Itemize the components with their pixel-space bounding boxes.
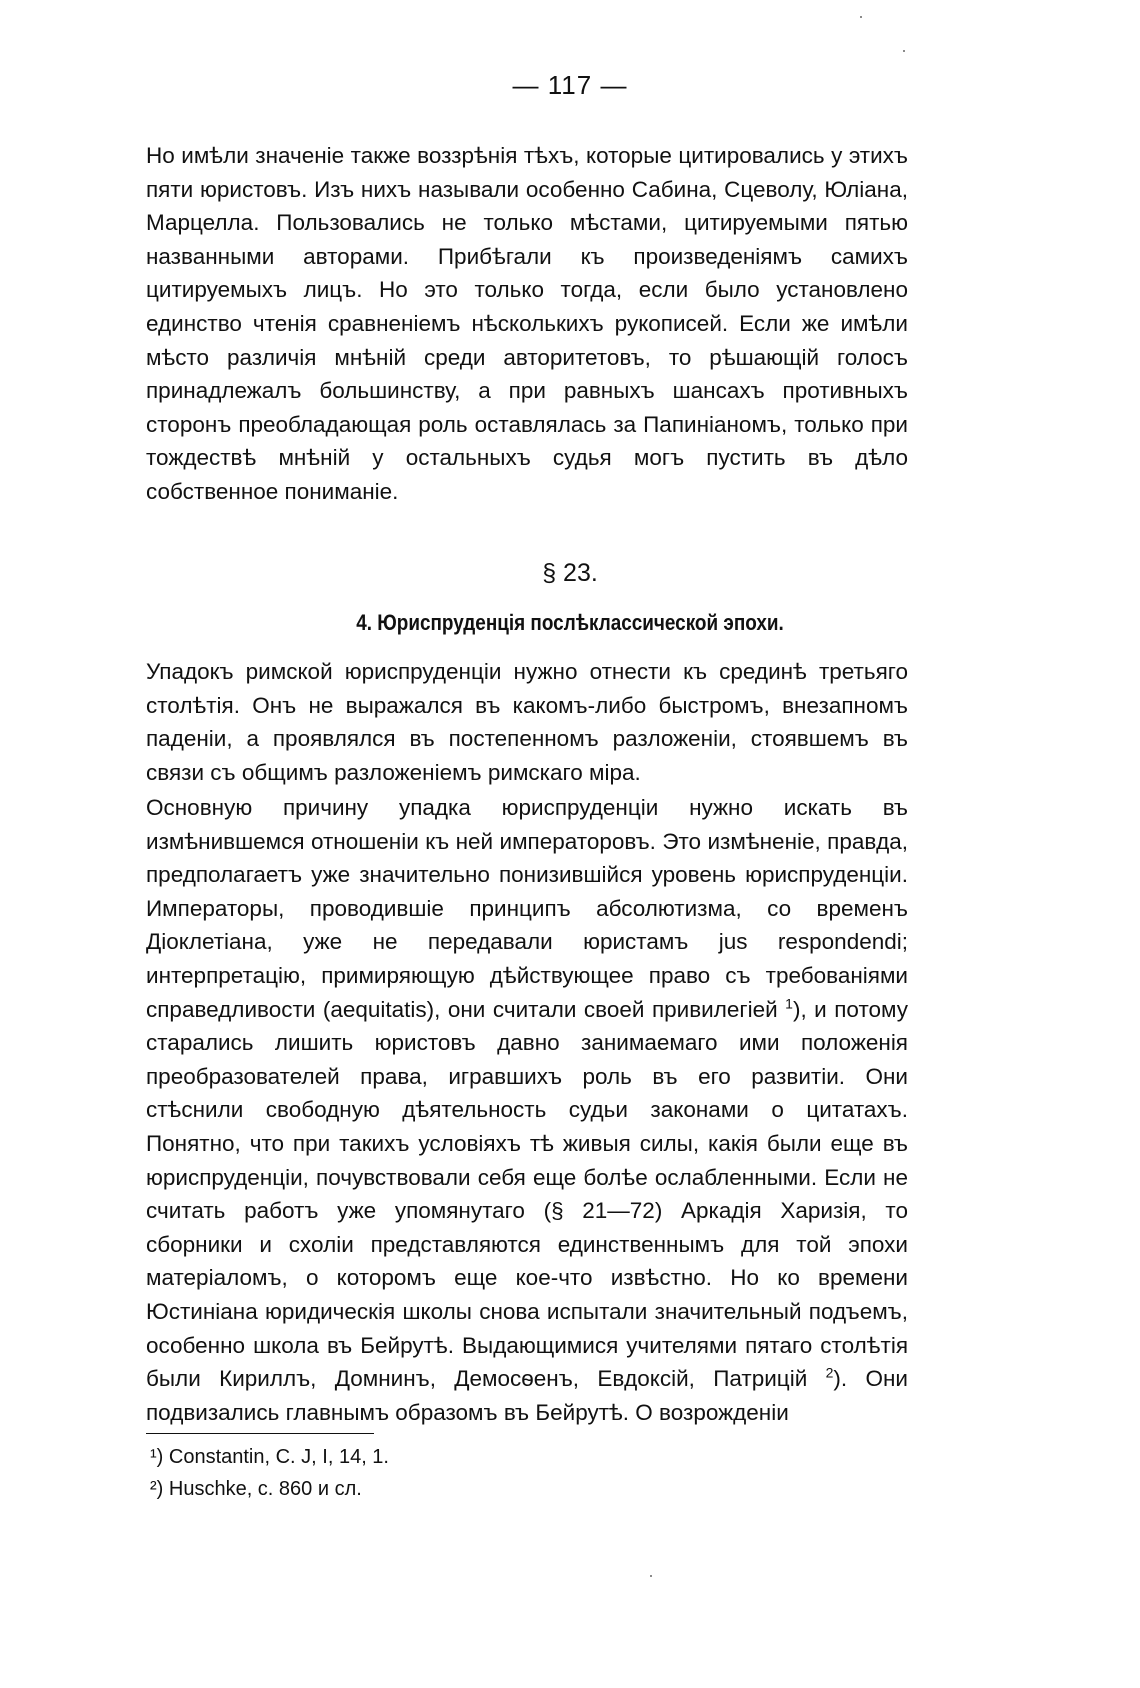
paragraph-2-text: Упадокъ римской юриспруденціи нужно отнести къ срединѣ третьяго столѣтія. Онъ не выражался въ какомъ-либо быстромъ, внезапномъ паденіи, а проявлялся въ постепенномъ разложеніи, стоявшемъ въ связи съ общимъ разложеніемъ римскаго міра. xyxy=(146,659,908,785)
footnote-2: ²) Huschke, с. 860 и сл. xyxy=(150,1478,362,1500)
page-number: — 117 — xyxy=(512,70,628,100)
paragraph-3-text-c: ). Они подвизались главнымъ образомъ въ Бейрутѣ. О возрожденіи xyxy=(146,1366,908,1425)
paragraph-3-text-b: ), и потому старались лишить юристовъ давно занимаемаго ими положенія преобразователей права, игравшихъ роль въ его развитіи. Они стѣснили свободную дѣятельность судьи законами о цитатахъ. Понятно, что при такихъ условіяхъ тѣ живыя силы, какія были еще въ юриспруденціи, почувствовали себя еще болѣе ослабленными. Если не считать работъ уже упомянутаго (§ 21—72) Аркадія Харизія, то сборники и схоліи представляются единственнымъ для той эпохи матеріаломъ, о которомъ еще кое-что извѣстно. Но ко времени Юстиніана юридическія школы снова испытали значительный подъемъ, особенно школа въ Бейрутѣ. Выдающимися учителями пятаго столѣтія были Кириллъ, Домнинъ, Демосѳенъ, Евдоксій, Патрицій xyxy=(146,996,908,1392)
section-number: § 23. xyxy=(542,559,598,587)
footnote-ref-2: 2 xyxy=(825,1364,834,1381)
paragraph-1: Но имѣли значеніе также воззрѣнія тѣхъ, которые цитировались у этихъ пяти юристовъ. Изъ нихъ называли особенно Сабина, Сцеволу, Юліана, Марцелла. Пользовались не только мѣстами, цитируемыми пятью названными авторами. Прибѣгали къ произведеніямъ самихъ цитируемыхъ лицъ. Но это только тогда, если было установлено единство чтенія сравненіемъ нѣсколькихъ рукописей. Если же имѣли мѣсто различія мнѣній среди авторитетовъ, то рѣшающій голосъ принадлежалъ большинству, а при равныхъ шансахъ противныхъ сторонъ преобладающая роль оставлялась за Папиніаномъ, только при тождествѣ мнѣній у остальныхъ судья могъ пустить въ дѣло собственное пониманіе. xyxy=(146,143,908,504)
footnote-ref-1: 1 xyxy=(785,995,793,1012)
footnote-1: ¹) Constantin, C. J, I, 14, 1. xyxy=(150,1446,389,1468)
paragraph-2 xyxy=(146,655,908,789)
scan-speck xyxy=(903,50,905,52)
section-heading: 4. Юриспруденція послѣклассической эпохи. xyxy=(356,610,784,635)
footnote-divider xyxy=(146,1433,374,1434)
scan-speck xyxy=(860,16,862,18)
paragraph-3 xyxy=(146,791,908,1429)
scan-speck xyxy=(650,1575,652,1577)
paragraph-3-text-a: Основную причину упадка юриспруденціи нужно искать въ измѣнившемся отношеніи къ ней императоровъ. Это измѣненіе, правда, предполагаетъ уже значительно понизившійся уровень юриспруденціи. Императоры, проводившіе принципъ абсолютизма, со временъ Діоклетіана, уже не передавали юристамъ jus respondendi; интерпретацію, примиряющую дѣйствующее право съ требованіями справедливости (aequitatis), они считали своей привилегіей xyxy=(146,795,908,1022)
